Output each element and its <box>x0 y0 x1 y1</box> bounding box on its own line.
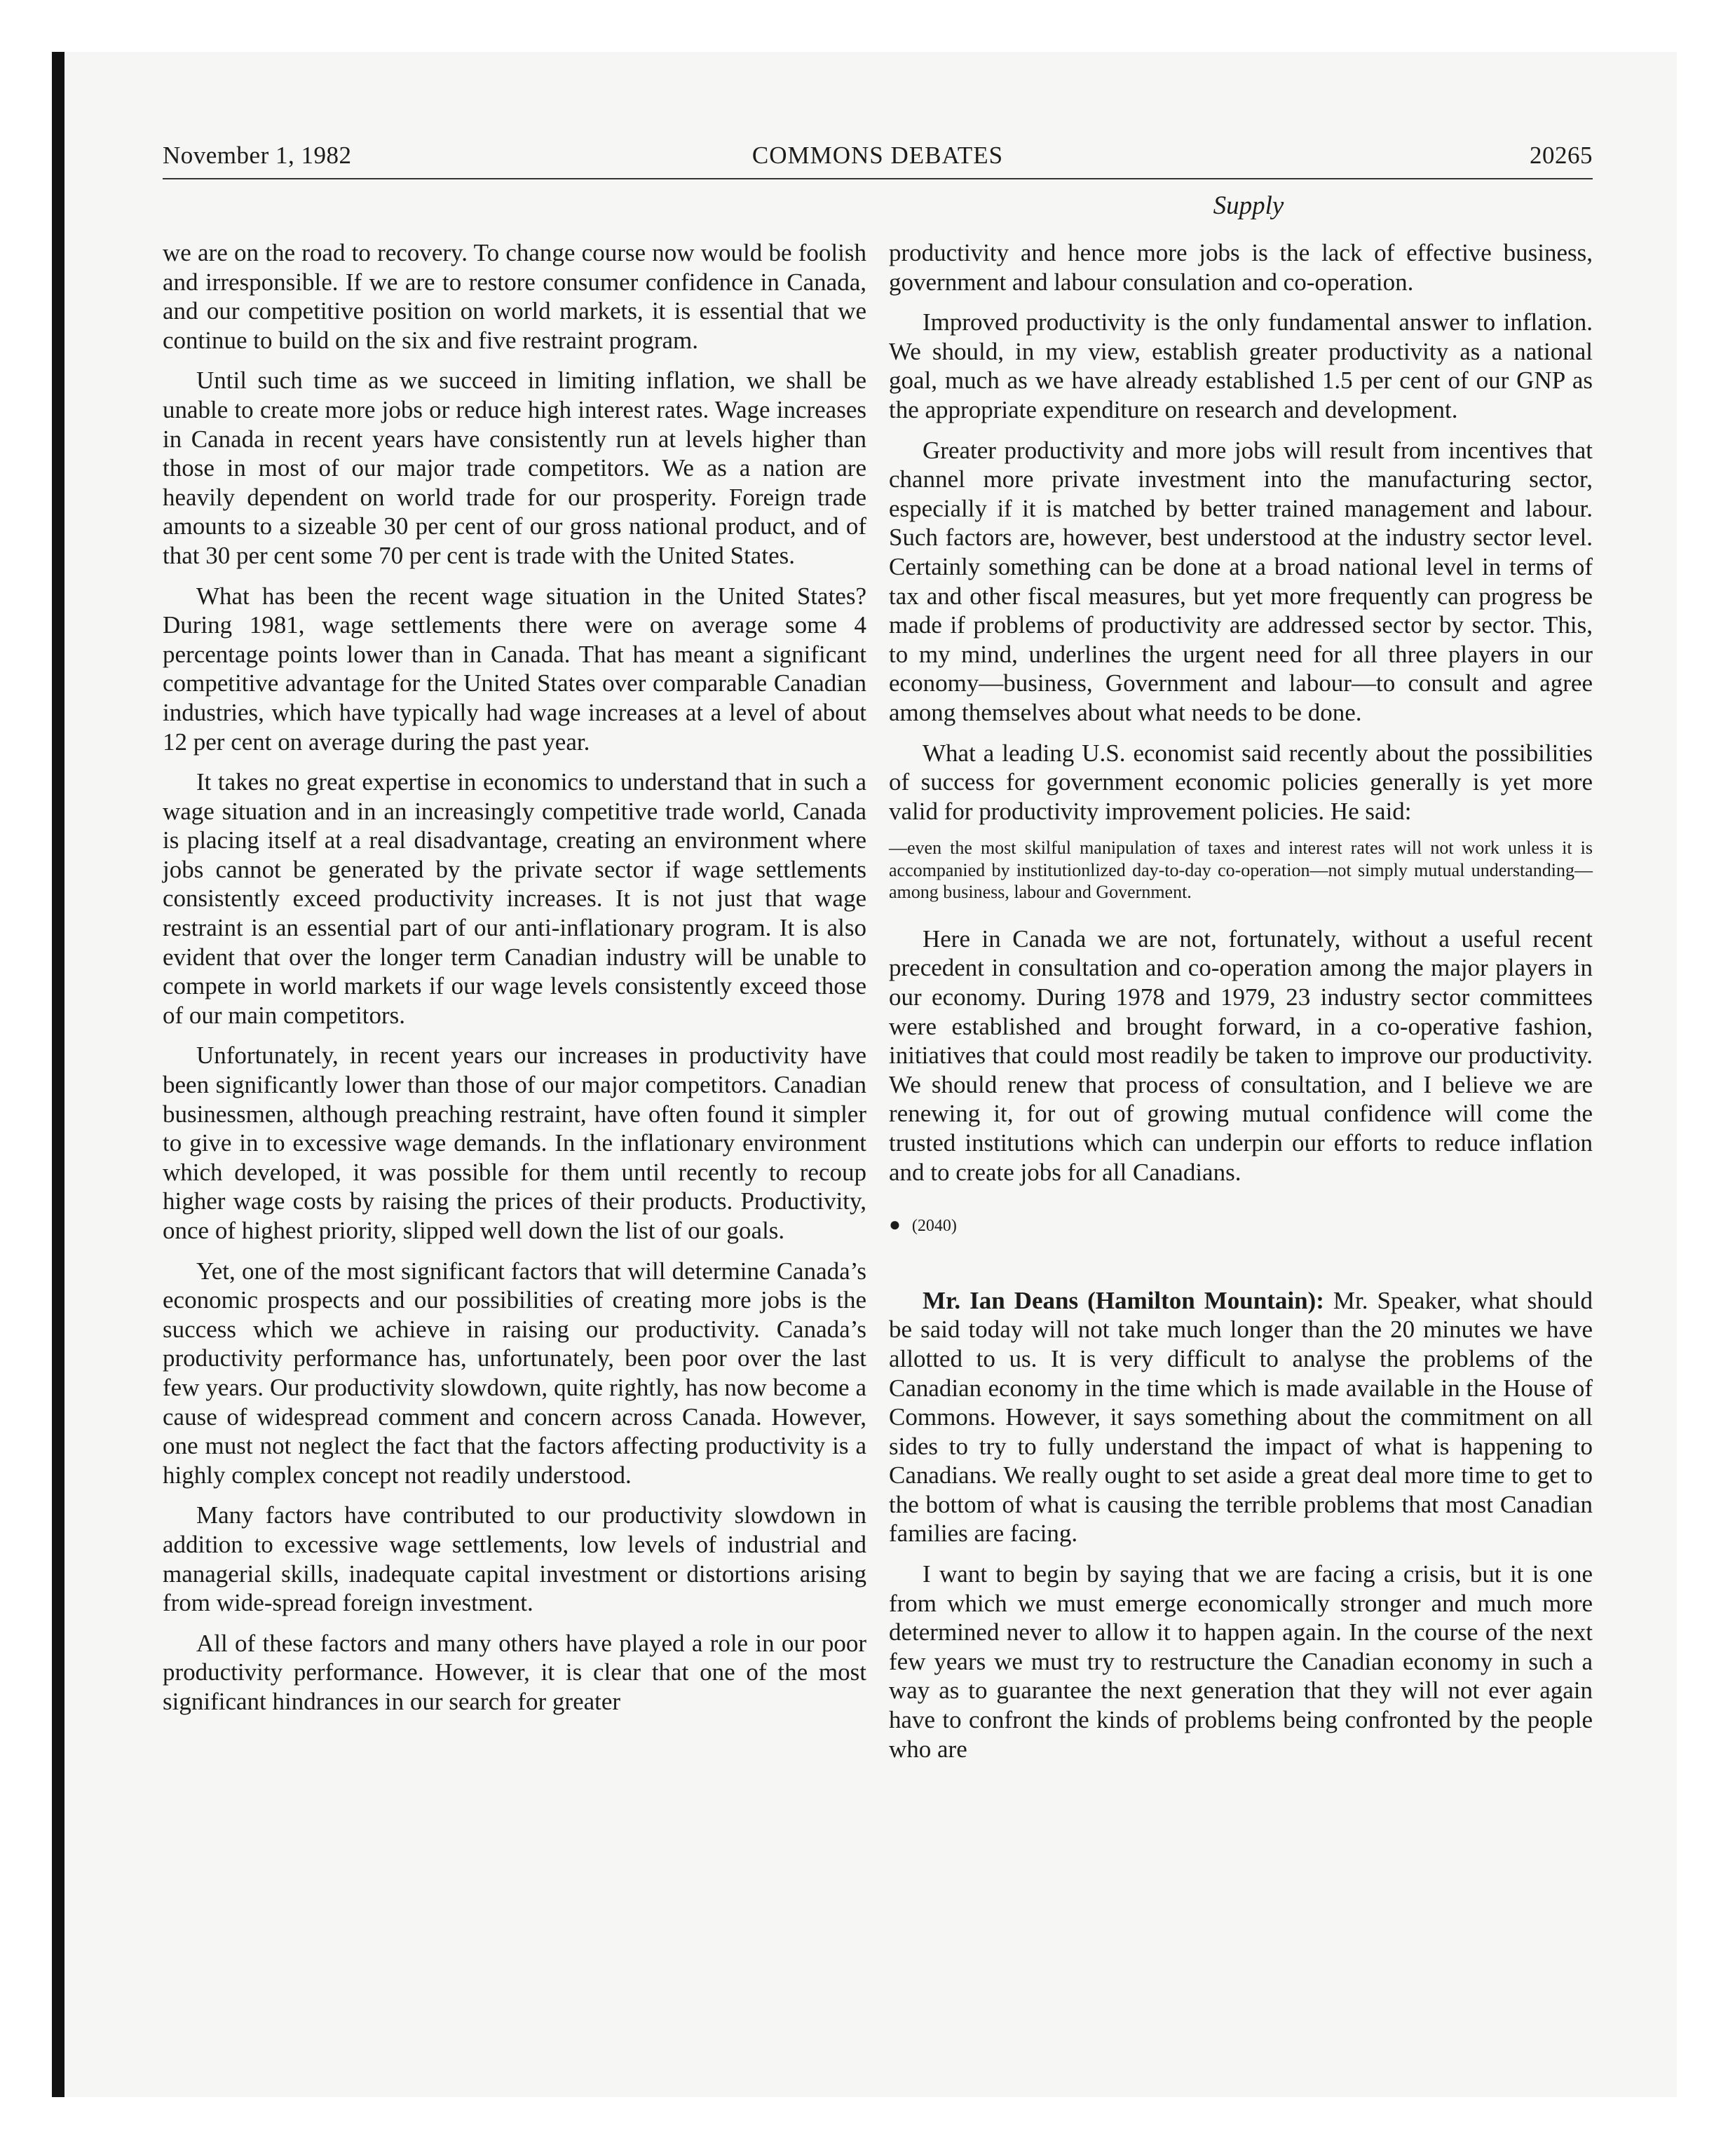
time-stamp <box>889 1210 1593 1241</box>
bullet-icon: ● <box>889 1214 901 1236</box>
speaker-paragraph <box>889 1286 1593 1548</box>
paragraph: Greater productivity and more jobs will result from incentives that channel more private investment into the manufacturing sector, especially if it is matched by better trained management and labour. Such factors are, however, best understood at the industry sector level. Certainly something can be done at a broad national level in terms of tax and other fiscal measures, but yet more frequently can progress be made if problems of productivity are addressed sector by sector. This, to my mind, underlines the urgent need for all three players in our economy—business, Government and labour—to consult and agree among themselves about what needs to be done. <box>889 436 1593 726</box>
paragraph: What has been the recent wage situation in the United States? During 1981, wage settlements there were on average some 4 percentage points lower than in Canada. That has meant a significant competitive advantage for the United States over comparable Canadian industries, which have typically had wage increases at a level of about 12 per cent on average during the past year. <box>163 582 866 756</box>
paragraph: I want to begin by saying that we are facing a crisis, but it is one from which we must emerge economically stronger and much more determined never to allow it to happen again. In the course of the next few years we must try to restructure the Canadian economy in such a way as to guarantee the next generation that they will not ever again have to confront the kinds of problems being confronted by the people who are <box>889 1560 1593 1763</box>
paragraph: Unfortunately, in recent years our increases in productivity have been significantly lower than those of our major competitors. Canadian businessmen, although preaching restraint, have often found it simpler to give in to excessive wage demands. In the inflationary environment which developed, it was possible for them until recently to recoup higher wage costs by raising the prices of their products. Productivity, once of highest priority, slipped well down the list of our goals. <box>163 1042 866 1244</box>
header-date: November 1, 1982 <box>163 142 352 169</box>
paragraph: Here in Canada we are not, fortunately, without a useful recent precedent in consultation and co-operation among the major players in our economy. During 1978 and 1979, 23 industry sector committees were established and brought forward, in a co-operative fashion, initiatives that could most readily be taken to improve our productivity. We should renew that process of consultation, and I believe we are renewing it, for out of growing mutual confidence will come the trusted institutions which can underpin our efforts to reduce inflation and to create jobs for all Canadians. <box>889 925 1593 1186</box>
binding-edge-shadow <box>52 52 64 2097</box>
paragraph: It takes no great expertise in economics to understand that in such a wage situation and in an increasingly competitive trade world, Canada is placing itself at a real disadvantage, creating an environment where jobs cannot be generated by the private sector if wage settlements consistently exceed productivity increases. It is not just that wage restraint is an essential part of our anti-inflationary program. It is also evident that over the longer term Canadian industry will be unable to compete in world markets if our wage levels consistently exceed those of our main competitors. <box>163 768 866 1029</box>
running-header <box>163 139 1593 179</box>
paragraph: What a leading U.S. economist said recently about the possibilities of success for government economic policies generally is yet more valid for productivity improvement policies. He said: <box>889 739 1593 825</box>
paragraph: we are on the road to recovery. To change course now would be foolish and irresponsible. If we are to restore consumer confidence in Canada, and our competitive position on world markets, it is essential that we continue to build on the six and five restraint program. <box>163 239 866 354</box>
paragraph: All of these factors and many others have played a role in our poor productivity performance. However, it is clear that one of the most significant hindrances in our search for greater <box>163 1629 866 1715</box>
paragraph: productivity and hence more jobs is the lack of effective business, government and labour consulation and co-operation. <box>889 239 1593 296</box>
paragraph: Until such time as we succeed in limiting inflation, we shall be unable to create more jobs or reduce high interest rates. Wage increases in Canada in recent years have consistently run at levels higher than those in most of our major trade competitors. We as a nation are heavily dependent on world trade for our prosperity. Foreign trade amounts to a sizeable 30 per cent of our gross national product, and of that 30 per cent some 70 per cent is trade with the United States. <box>163 367 866 569</box>
header-publication: COMMONS DEBATES <box>751 142 1004 169</box>
speaker-name: Mr. Ian Deans (Hamilton Mountain): <box>923 1286 1324 1314</box>
right-column <box>889 238 1593 1775</box>
header-page-number: 20265 <box>1530 142 1593 169</box>
block-quote: —even the most skilful manipulation of taxes and interest rates will not work unless it is accompanied by institutionlized day-to-day co-operation—not simply mutual understanding—among business, labour and Government. <box>889 838 1593 903</box>
paragraph: Improved productivity is the only fundamental answer to inflation. We should, in my view, establish greater productivity as a national goal, much as we have already established 1.5 per cent of our GNP as the appropriate expenditure on research and development. <box>889 308 1593 423</box>
left-column <box>163 238 866 1728</box>
time-stamp-text: (2040) <box>911 1217 957 1236</box>
paragraph: Yet, one of the most significant factors that will determine Canada’s economic prospects and our possibilities of creating more jobs is the success which we achieve in raising our productivity. Canada’s productivity performance has, unfortunately, been poor over the last few years. Our productivity slowdown, quite rightly, has now become a cause of widespread comment and concern across Canada. However, one must not neglect the fact that the factors affecting productivity is a highly complex concept not readily understood. <box>163 1257 866 1489</box>
speech-text: Mr. Speaker, what should be said today will not take much longer than the 20 minutes we have allotted to us. It is very difficult to analyse the problems of the Canadian economy in the time which is made available in the House of Commons. However, it says something about the commitment on all sides to try to fully understand the impact of what is happening to Canadians. We really ought to set aside a great deal more time to get to the bottom of what is causing the terrible problems that most Canadian families are facing. <box>889 1286 1593 1548</box>
paragraph: Many factors have contributed to our productivity slowdown in addition to excessive wage settlements, low levels of industrial and managerial skills, inadequate capital investment or distortions arising from wide-spread foreign investment. <box>163 1501 866 1617</box>
section-title: Supply <box>1213 191 1284 220</box>
